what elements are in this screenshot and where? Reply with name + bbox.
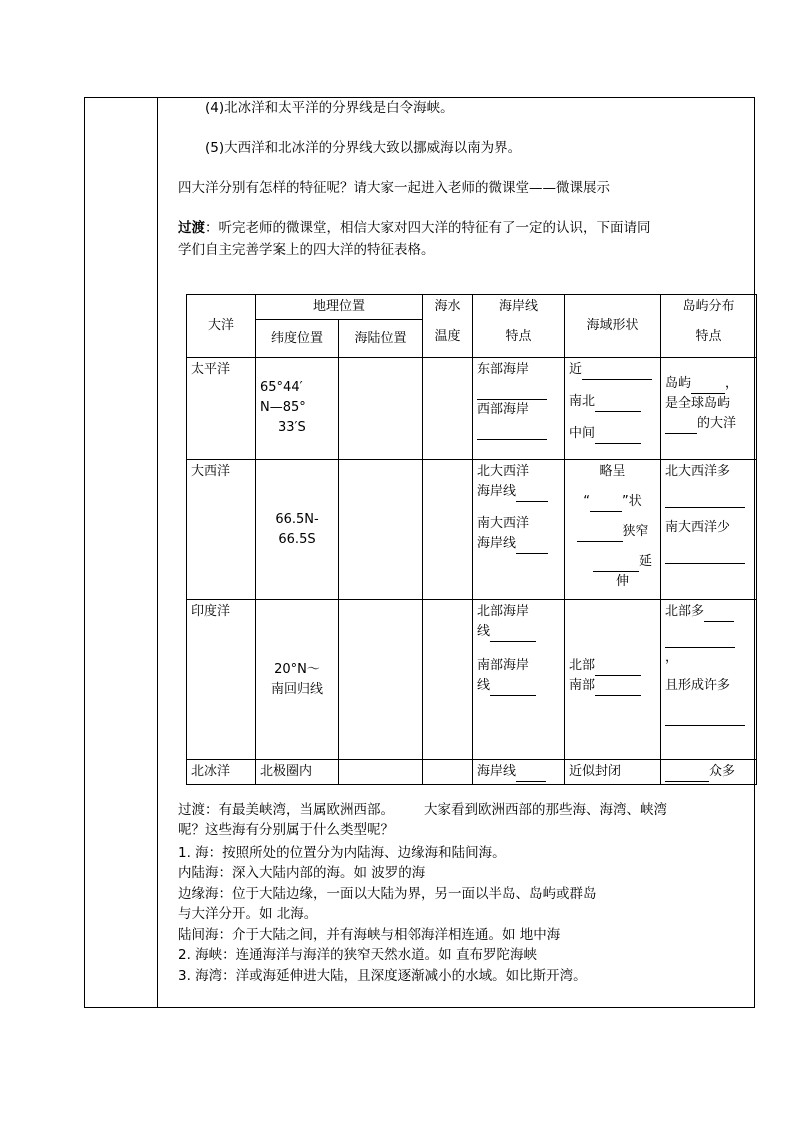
bottom-line-7: 陆间海：介于大陆之间，并有海峡与相邻海洋相连通。如 地中海: [178, 927, 561, 943]
coastline-cell: 东部海岸 西部海岸: [473, 358, 565, 460]
latitude-cell: 20°N～ 南回归线: [256, 600, 339, 760]
coastline-cell: 海岸线: [473, 760, 565, 785]
latitude-cell: 65°44′ N—85° 33′S: [256, 358, 339, 460]
ocean-feature-table: [186, 294, 757, 785]
header-ocean: 大洋: [187, 295, 256, 358]
header-water-temp: 海水 温度: [423, 295, 473, 358]
transition-text-1: ：听完老师的微课堂，相信大家对四大洋的特征有了一定的认识，下面请同: [205, 220, 651, 236]
header-land-sea: 海陆位置: [339, 320, 423, 358]
island-cell: 众多: [661, 760, 757, 785]
header-islands: 岛屿分布 特点: [661, 295, 757, 358]
transition-label: 过渡: [178, 220, 205, 236]
shape-cell: 近 南北 中间: [565, 358, 661, 460]
shape-cell: 北部 南部: [565, 600, 661, 760]
shape-cell: 近似封闭: [565, 760, 661, 785]
header-sea-shape: 海域形状: [565, 295, 661, 358]
bottom-line-9: 3. 海湾：洋或海延伸进大陆，且深度逐渐减小的水域。如比斯开湾。: [178, 968, 587, 984]
table-row-indian: [187, 600, 757, 760]
ocean-name: 印度洋: [187, 600, 256, 760]
question-line: 四大洋分别有怎样的特征呢？请大家一起进入老师的微课堂——微课展示: [178, 180, 610, 196]
left-column-divider: [157, 98, 158, 1007]
bottom-line-5: 边缘海：位于大陆边缘，一面以大陆为界，另一面以半岛、岛屿或群岛: [178, 886, 597, 902]
point-5: (5)大西洋和北冰洋的分界线大致以挪威海以南为界。: [205, 140, 522, 156]
bottom-line-4: 内陆海：深入大陆内部的海。如 波罗的海: [178, 865, 426, 881]
ocean-name: 太平洋: [187, 358, 256, 460]
shape-cell: 略呈 “ ”状 狭窄 延伸: [565, 460, 661, 600]
transition-line-1: [178, 218, 651, 238]
header-latitude: 纬度位置: [256, 320, 339, 358]
ocean-name: 北冰洋: [187, 760, 256, 785]
table-row-pacific: [187, 358, 757, 460]
header-geo-position: 地理位置: [256, 295, 423, 320]
transition-line-2: 学们自主完善学案上的四大洋的特征表格。: [178, 242, 435, 258]
bottom-line-3: 1. 海：按照所处的位置分为内陆海、边缘海和陆间海。: [178, 845, 506, 861]
island-cell: 北大西洋多 南大西洋少: [661, 460, 757, 600]
latitude-cell: 66.5N- 66.5S: [256, 460, 339, 600]
table-row-arctic: [187, 760, 757, 785]
island-cell: 岛屿 ， 是全球岛屿 的大洋: [661, 358, 757, 460]
ocean-name: 大西洋: [187, 460, 256, 600]
bottom-line-2: 呢？这些海有分别属于什么类型呢？: [178, 822, 394, 838]
bottom-line-1: 过渡：有最美峡湾，当属欧洲西部。 大家看到欧洲西部的那些海、海湾、峡湾: [178, 802, 667, 818]
latitude-cell: 北极圈内: [256, 760, 339, 785]
coastline-cell: 北部海岸 线 南部海岸 线: [473, 600, 565, 760]
coastline-cell: 北大西洋 海岸线 南大西洋 海岸线: [473, 460, 565, 600]
header-coastline: 海岸线 特点: [473, 295, 565, 358]
point-4: (4)北冰洋和太平洋的分界线是白令海峡。: [205, 100, 454, 116]
island-cell: 北部多 ， 且形成许多: [661, 600, 757, 760]
table-row-atlantic: [187, 460, 757, 600]
bottom-line-8: 2. 海峡：连通海洋与海洋的狭窄天然水道。如 直布罗陀海峡: [178, 947, 537, 963]
bottom-line-6: 与大洋分开。如 北海。: [178, 906, 318, 922]
